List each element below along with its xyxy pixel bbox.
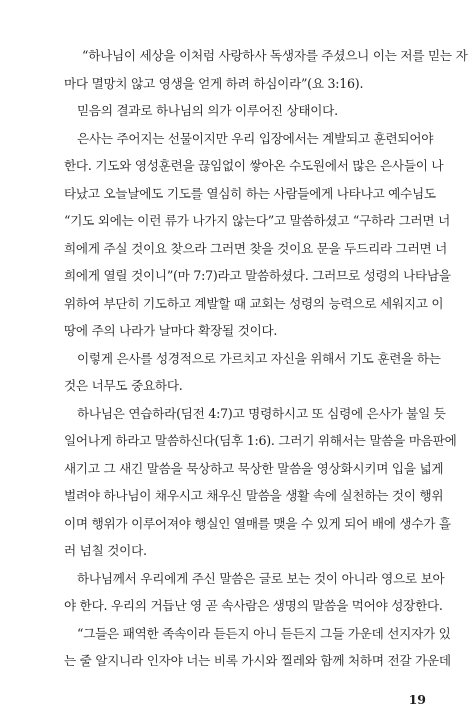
text-line: 마다 멸망치 않고 영생을 얻게 하려 하심이라”(요 3:16). — [64, 75, 364, 91]
text-line: 일어나게 하라고 말씀하신다(딤후 1:6). 그러기 위해서는 말씀을 마음판에 — [64, 433, 457, 448]
text-line: 희에게 주실 것이요 찾으라 그러면 찾을 것이요 문을 두드리라 그러면 너 — [64, 240, 448, 256]
text-line: “그들은 패역한 족속이라 듣든지 아니 듣든지 그들 가운데 선지자가 있 — [77, 625, 451, 641]
text-line: 하나님은 연습하라(딤전 4:7)고 명령하시고 또 심령에 은사가 불일 듯 — [77, 405, 446, 421]
paragraph — [64, 565, 445, 620]
text-line: 이며 행위가 이루어져야 행실인 열매를 맺을 수 있게 되어 배에 생수가 흘 — [64, 515, 451, 531]
paragraph-quote-john — [64, 42, 468, 97]
paragraph — [64, 400, 457, 565]
text-line: “기도 외에는 이런 류가 나가지 않는다”고 말씀하셨고 “구하라 그러면 너 — [64, 213, 450, 228]
text-line: 새기고 그 새긴 말씀을 묵상하고 묵상한 말씀을 영상화시키며 입을 넓게 — [64, 460, 444, 476]
text-line: 희에게 열릴 것이니”(마 7:7)라고 말씀하셨다. 그러므로 성령의 나타남을 — [64, 268, 451, 283]
text-line: 벌려야 하나님이 채우시고 채우신 말씀을 생활 속에 실천하는 것이 행위 — [64, 488, 444, 503]
paragraph-quote-ezekiel — [64, 620, 451, 675]
paragraph — [64, 345, 441, 400]
text-line: 하나님께서 우리에게 주신 말씀은 글로 보는 것이 아니라 영으로 보아 — [77, 570, 445, 586]
text-line: 은사는 주어지는 선물이지만 우리 입장에서는 계발되고 훈련되어야 — [77, 130, 434, 146]
paragraph — [64, 125, 451, 345]
text-line: 것은 너무도 중요하다. — [64, 378, 183, 393]
text-line: 이렇게 은사를 성경적으로 가르치고 자신을 위해서 기도 훈련을 하는 — [77, 350, 441, 366]
page-number: 19 — [408, 692, 426, 707]
text-line: 러 넘칠 것이다. — [64, 543, 147, 558]
text-line: 위하여 부단히 기도하고 계발할 때 교회는 성령의 능력으로 세워지고 이 — [64, 295, 444, 311]
body-text — [64, 42, 468, 675]
paragraph — [64, 97, 426, 125]
text-line: 믿음의 결과로 하나님의 의가 이루어진 상태이다. — [77, 103, 338, 118]
text-line: “하나님이 세상을 이처럼 사랑하사 독생자를 주셨으니 이는 저를 믿는 자 — [82, 48, 468, 63]
text-line: 땅에 주의 나라가 날마다 확장될 것이다. — [64, 323, 278, 338]
text-line: 는 줄 알지니라 인자야 너는 비록 가시와 찔레와 함께 처하며 전갈 가운데 — [64, 653, 451, 668]
text-line: 야 한다. 우리의 거듭난 영 곧 속사람은 생명의 말씀을 먹어야 성장한다. — [64, 598, 443, 613]
text-line: 한다. 기도와 영성훈련을 끊임없이 쌓아온 수도원에서 많은 은사들이 나 — [64, 158, 444, 173]
text-line: 타났고 오늘날에도 기도를 열심히 하는 사람들에게 나타나고 예수님도 — [64, 185, 436, 201]
